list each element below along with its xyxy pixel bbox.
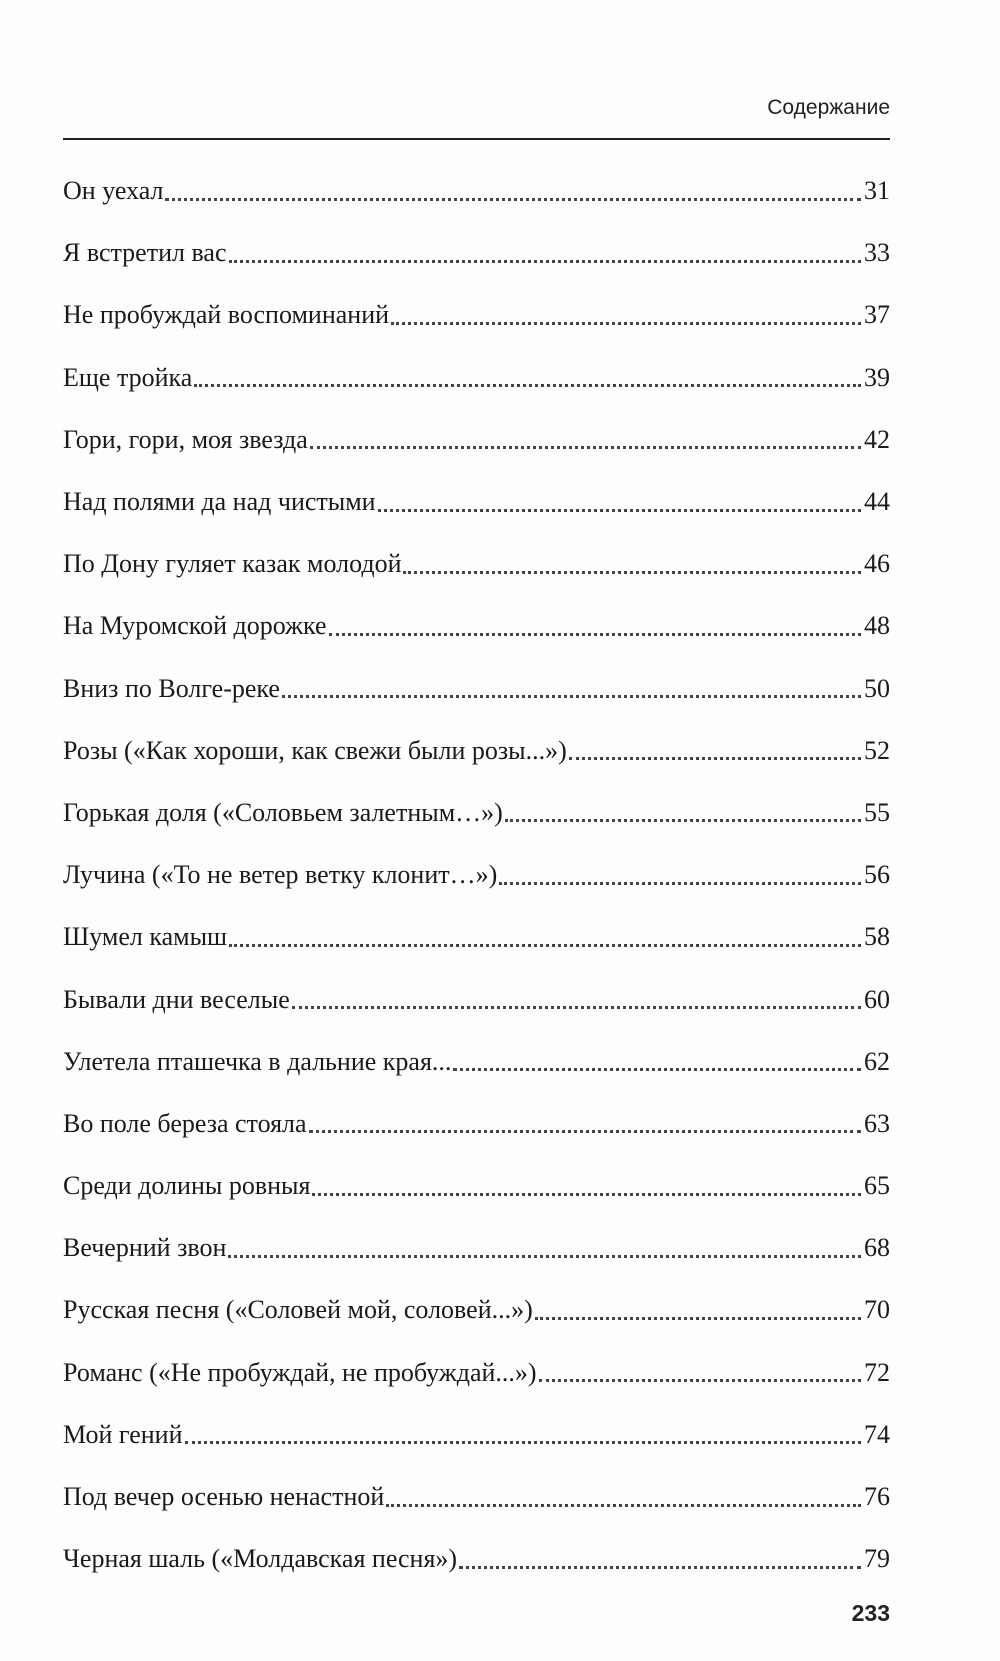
toc-entry-page: 60	[864, 984, 890, 1014]
toc-entry-title: Вниз по Волге-реке	[63, 673, 280, 703]
dot-leader	[569, 757, 861, 760]
toc-entry-page: 42	[864, 424, 890, 454]
toc-entry	[63, 658, 890, 720]
dot-leader	[310, 446, 861, 449]
toc-entry-title: Еще тройка	[63, 362, 193, 392]
header-rule	[63, 138, 890, 140]
toc-entry-title: Над полями да над чистыми	[63, 487, 376, 517]
toc-entry-page: 39	[864, 362, 890, 392]
dot-leader	[505, 819, 861, 822]
toc-entry-page: 50	[864, 673, 890, 703]
toc-entry-title: Под вечер осенью ненастной	[63, 1482, 385, 1512]
toc-entry-page: 58	[864, 922, 890, 952]
toc-entry	[63, 533, 890, 595]
toc-entry	[63, 347, 890, 409]
toc-entry	[63, 409, 890, 471]
toc-entry	[63, 1031, 890, 1093]
toc-entry-page: 62	[864, 1046, 890, 1076]
toc-entry-page: 46	[864, 549, 890, 579]
toc-entry-page: 55	[864, 797, 890, 827]
toc-entry-title: Розы («Как хороши, как свежи были розы...»)	[63, 735, 567, 765]
toc-entry-page: 63	[864, 1108, 890, 1138]
toc-entry	[63, 1528, 890, 1590]
toc-entry-page: 72	[864, 1357, 890, 1387]
table-of-contents	[63, 160, 890, 1590]
toc-entry-title: Улетела пташечка в дальние края...	[63, 1046, 452, 1076]
toc-entry-title: На Муромской дорожке	[63, 611, 327, 641]
toc-entry-page: 74	[864, 1419, 890, 1449]
toc-entry-title: Не пробуждай воспоминаний	[63, 300, 390, 330]
dot-leader	[539, 1379, 861, 1382]
toc-entry-title: Романс («Не пробуждай, не пробуждай...»)	[63, 1357, 537, 1387]
toc-entry	[63, 471, 890, 533]
dot-leader	[229, 944, 861, 947]
toc-entry	[63, 1279, 890, 1341]
toc-entry-page: 79	[864, 1544, 890, 1574]
toc-entry-title: Во поле береза стояла	[63, 1108, 307, 1138]
toc-entry	[63, 1217, 890, 1279]
toc-entry	[63, 160, 890, 222]
dot-leader	[309, 1130, 861, 1133]
dot-leader	[194, 384, 861, 387]
toc-entry	[63, 1342, 890, 1404]
toc-entry	[63, 284, 890, 346]
dot-leader	[229, 260, 862, 263]
dot-leader	[282, 695, 861, 698]
toc-entry-title: Русская песня («Соловей мой, соловей...»)	[63, 1295, 533, 1325]
dot-leader	[403, 571, 861, 574]
toc-entry-title: Гори, гори, моя звезда	[63, 424, 308, 454]
toc-entry	[63, 844, 890, 906]
dot-leader	[185, 1441, 862, 1444]
dot-leader	[386, 1504, 861, 1507]
toc-entry	[63, 782, 890, 844]
dot-leader	[499, 882, 861, 885]
toc-entry	[63, 1404, 890, 1466]
toc-entry-title: Бывали дни веселые	[63, 984, 290, 1014]
dot-leader	[329, 633, 861, 636]
toc-entry	[63, 1155, 890, 1217]
dot-leader	[391, 322, 861, 325]
toc-entry-title: Я встретил вас	[63, 238, 227, 268]
toc-entry-page: 48	[864, 611, 890, 641]
toc-entry-page: 31	[864, 176, 890, 206]
dot-leader	[378, 509, 861, 512]
toc-entry	[63, 595, 890, 657]
toc-entry-title: По Дону гуляет казак молодой	[63, 549, 402, 579]
toc-entry	[63, 1093, 890, 1155]
toc-entry-page: 70	[864, 1295, 890, 1325]
toc-entry-title: Среди долины ровныя	[63, 1171, 311, 1201]
toc-entry-page: 65	[864, 1171, 890, 1201]
toc-entry-page: 44	[864, 487, 890, 517]
toc-entry-title: Мой гений	[63, 1419, 183, 1449]
toc-entry	[63, 968, 890, 1030]
toc-entry-page: 37	[864, 300, 890, 330]
toc-entry-title: Вечерний звон	[63, 1233, 227, 1263]
toc-entry	[63, 906, 890, 968]
dot-leader	[292, 1006, 861, 1009]
toc-entry-title: Лучина («То не ветер ветку клонит…»)	[63, 860, 498, 890]
toc-entry-page: 56	[864, 860, 890, 890]
toc-entry	[63, 222, 890, 284]
dot-leader	[459, 1566, 861, 1569]
toc-entry-title: Он уехал	[63, 176, 164, 206]
dot-leader	[228, 1255, 861, 1258]
dot-leader	[535, 1317, 861, 1320]
toc-entry-title: Шумел камыш	[63, 922, 228, 952]
dot-leader	[165, 198, 861, 201]
toc-entry-page: 68	[864, 1233, 890, 1263]
running-head: Содержание	[767, 96, 890, 119]
toc-entry-title: Черная шаль («Молдавская песня»)	[63, 1544, 458, 1574]
toc-entry-page: 76	[864, 1482, 890, 1512]
toc-entry	[63, 720, 890, 782]
page-number: 233	[851, 1600, 890, 1626]
toc-entry-title: Горькая доля («Соловьем залетным…»)	[63, 797, 503, 827]
toc-entry	[63, 1466, 890, 1528]
dot-leader	[453, 1068, 861, 1071]
toc-entry-page: 52	[864, 735, 890, 765]
dot-leader	[312, 1193, 861, 1196]
toc-entry-page: 33	[864, 238, 890, 268]
